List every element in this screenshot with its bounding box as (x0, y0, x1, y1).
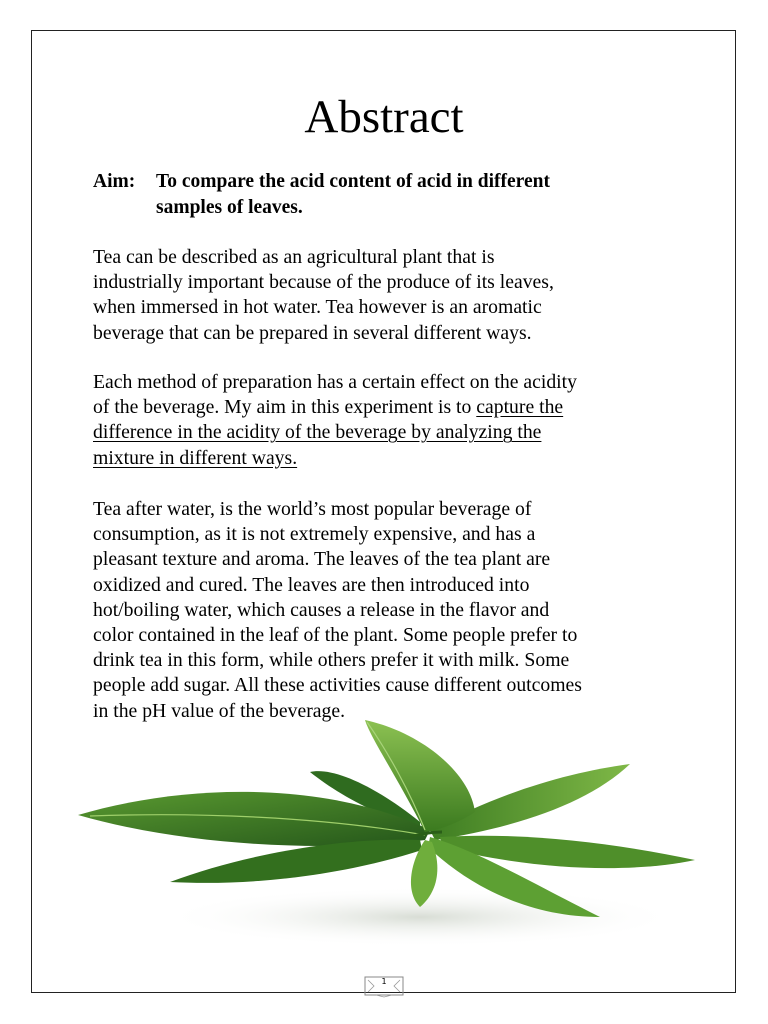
paragraph-text: of the beverage. My aim in this experiment is to (93, 396, 477, 419)
paragraph-line: Tea after water, is the world’s most popular beverage of (93, 498, 532, 520)
page-title: Abstract (304, 91, 464, 143)
aim-text-2: samples of leaves. (156, 197, 303, 218)
paragraph-line (93, 395, 693, 420)
underlined-aim-text: capture the (476, 396, 564, 419)
paragraph-line: industrially important because of the produce of its leaves, (93, 271, 554, 294)
paragraph-line (93, 446, 693, 471)
paragraph-line: people add sugar. All these activities cause different outcomes (93, 674, 582, 697)
underlined-aim-text: difference in the acidity of the beverage by analyzing the (93, 421, 542, 444)
paragraph-line: Each method of preparation has a certain effect on the acidity (93, 371, 577, 393)
paragraph-line: when immersed in hot water. Tea however is an aromatic (93, 296, 542, 319)
paragraph-line: Tea can be described as an agricultural plant that is (93, 246, 495, 268)
paragraph-line: in the pH value of the beverage. (93, 699, 346, 722)
aim-statement (93, 169, 693, 221)
paragraph-line: drink tea in this form, while others prefer it with milk. Some (93, 649, 570, 672)
paragraph-line: pleasant texture and aroma. The leaves of the tea plant are (93, 548, 551, 571)
tea-leaves-image (70, 712, 710, 972)
aim-label: Aim: (93, 171, 136, 192)
underlined-aim-text: mixture in different ways. (93, 446, 298, 469)
paragraph-method (93, 370, 693, 471)
aim-line-1 (93, 169, 693, 195)
paragraph-line: color contained in the leaf of the plant. Some people prefer to (93, 624, 578, 647)
paragraph-background (93, 497, 693, 724)
paragraph-line: consumption, as it is not extremely expensive, and has a (93, 523, 536, 546)
paragraph-line: oxidized and cured. The leaves are then introduced into (93, 573, 530, 596)
paragraph-line: hot/boiling water, which causes a release in the flavor and (93, 598, 550, 621)
aim-text-1: To compare the acid content of acid in different (156, 171, 550, 192)
paragraph-line (93, 420, 693, 445)
leaf (170, 840, 422, 883)
paragraph-line: beverage that can be prepared in several different ways. (93, 321, 532, 344)
paragraph-intro (93, 245, 693, 346)
page-number: 1 (381, 977, 387, 986)
